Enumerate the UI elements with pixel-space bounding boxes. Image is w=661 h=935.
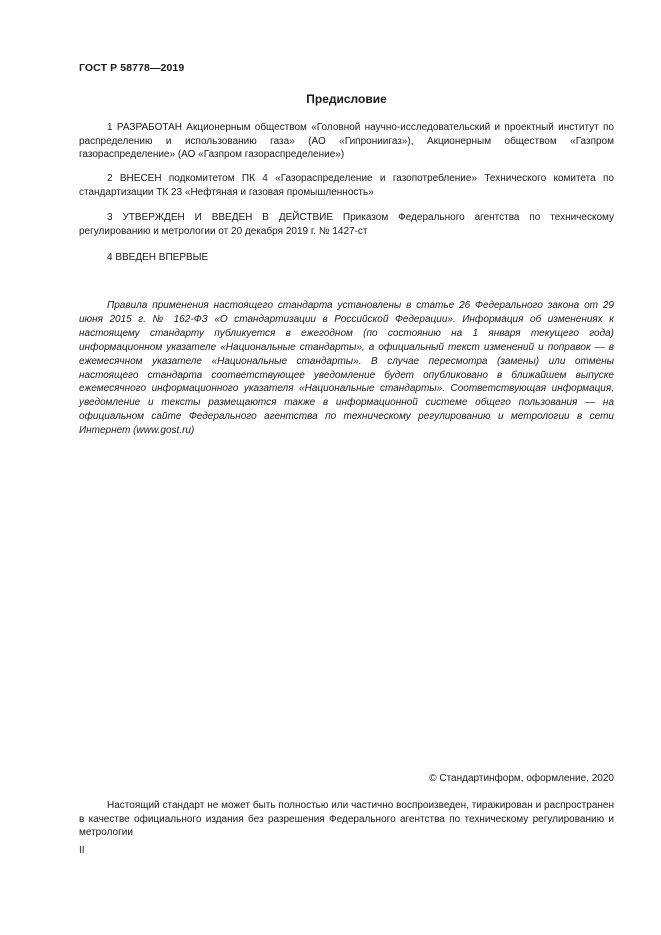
copyright-line: © Стандартинформ, оформление, 2020 [429,773,614,784]
page-number: II [79,845,85,856]
paragraph-developed-by: 1 РАЗРАБОТАН Акционерным обществом «Головной научно-исследовательский и проектный институт по распределению и использованию газа» (АО «Гипрониигаз»), Акционерным обществом «Газпром газораспределение» (АО «Газпром газораспределение») [79,122,614,161]
reproduction-notice: Настоящий стандарт не может быть полностью или частично воспроизведен, тиражирован и распространен в качестве официального издания без разрешения Федерального агентства по техническому регулированию и метрологии [79,800,614,839]
document-code: ГОСТ Р 58778—2019 [79,62,185,74]
paragraph-approved: 3 УТВЕРЖДЕН И ВВЕДЕН В ДЕЙСТВИЕ Приказом Федерального агентства по техническому регулированию и метрологии от 20 декабря 2019 г. № 1427-ст [79,212,614,237]
section-title: Предисловие [306,92,387,106]
paragraph-first-introduced: 4 ВВЕДЕН ВПЕРВЫЕ [107,252,209,263]
paragraph-introduced-by: 2 ВНЕСЕН подкомитетом ПК 4 «Газораспределение и газопотребление» Технического комитета по стандартизации ТК 23 «Нефтяная и газовая промышленность» [79,173,614,198]
application-rules-notice: Правила применения настоящего стандарта установлены в статье 26 Федерального закона от 29 июня 2015 г. № 162-ФЗ «О стандартизации в Российской Федерации». Информация об изменениях к настоящему стандарту публикуется в ежегодном (по состоянию на 1 января текущего года) информационном указателе «Национальные стандарты», а официальный текст изменений и поправок — в ежемесячном указателе «Национальные стандарты». В случае пересмотра (замены) или отмены настоящего стандарта соответствующее уведомление будет опубликовано в ближайшем выпуске ежемесячного информационного указателя «Национальные стандарты». Соответствующая информация, уведомление и тексты размещаются также в информационной системе общего пользования — на официальном сайте Федерального агентства по техническому регулированию и метрологии в сети Интернет (www.gost.ru) [79,300,614,437]
